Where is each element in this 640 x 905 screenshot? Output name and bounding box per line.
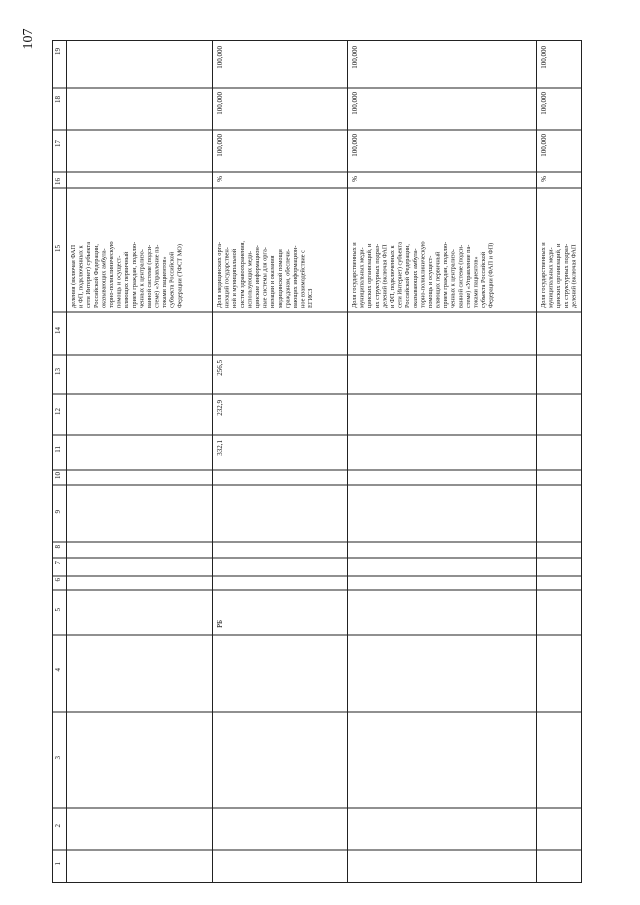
col-header-7: 7 [54, 561, 62, 565]
col-header-3: 3 [54, 756, 62, 760]
col-header-10: 10 [54, 472, 62, 479]
row-d-indicator: Доля государственных и муниципальных меди- цинских организаций, и их структурных подраз- делений (включая ФАП [540, 242, 578, 308]
col-header-1: 1 [54, 862, 62, 866]
col-header-9: 9 [54, 510, 62, 514]
col-header-15: 15 [54, 245, 62, 252]
col-header-8: 8 [54, 545, 62, 549]
col-header-5: 5 [54, 608, 62, 612]
col-header-18: 18 [54, 96, 62, 103]
row-c-c17: 100,000 [351, 134, 359, 157]
col-header-17: 17 [54, 140, 62, 147]
row-c-unit: % [351, 176, 359, 182]
col-header-16: 16 [54, 178, 62, 185]
row-a-indicator: деления (включая ФАП и ФП, подключенных к сети Интернет) субъекта Российской Федерации, оказывающих амбула- торно-поликлиническую помощь и осущест- вляющих первичный прием граждан, подклю- ченных к централизо- ванной системе (подси- стеме) «Управление па- токами пациентов» субъекта Российской Федерации (ТФСТ МО) [70, 241, 184, 308]
row-b-c13: 256,5 [216, 360, 224, 376]
row-c-c18: 100,000 [351, 92, 359, 115]
row-c-indicator: Доля государственных и муниципальных меди- цинских организаций, и их структурных подраз- делений (включая ФАП и ФП, подключенных к сети Интернет) субъекта Российской Федерации, оказывающих амбула- торно-поликлиническую помощь и осущест- вляющих первичный прием граждан, подклю- ченных к централизо- ванной системе (подси- стеме) «Управление па- токами пациентов» субъекта Российской Федерации (ФАП и ФП) [351, 241, 495, 308]
row-b-c19: 100,000 [216, 46, 224, 69]
col-header-19: 19 [54, 48, 62, 55]
row-b-c11: 332,1 [216, 440, 224, 456]
row-b-c12: 232,9 [216, 400, 224, 416]
col-header-14: 14 [54, 327, 62, 334]
data-table [52, 40, 582, 883]
col-header-11: 11 [54, 446, 62, 453]
row-d-unit: % [540, 176, 548, 182]
row-d-c18: 100,000 [540, 92, 548, 115]
row-d-c19: 100,000 [540, 46, 548, 69]
row-b-c17: 100,000 [216, 134, 224, 157]
row-b-indicator: Доля медицинских орга- низаций государствен- ной и муниципальной систем здравоохранения, использующих меди- цинские информацион- ные системы для орга- низации и оказания медицинской помощи гражданам, обеспечи- вающих информацион- ное взаимодействие с ЕГИСЗ [216, 240, 315, 308]
row-b-source: РБ [216, 620, 224, 628]
col-header-2: 2 [54, 824, 62, 828]
row-d-c17: 100,000 [540, 134, 548, 157]
page-number: 107 [21, 28, 36, 50]
col-header-12: 12 [54, 408, 62, 415]
col-header-13: 13 [54, 368, 62, 375]
table-grid [52, 40, 582, 883]
row-b-c18: 100,000 [216, 92, 224, 115]
row-c-c19: 100,000 [351, 46, 359, 69]
col-header-6: 6 [54, 578, 62, 582]
row-b-unit: % [216, 176, 224, 182]
col-header-4: 4 [54, 668, 62, 672]
